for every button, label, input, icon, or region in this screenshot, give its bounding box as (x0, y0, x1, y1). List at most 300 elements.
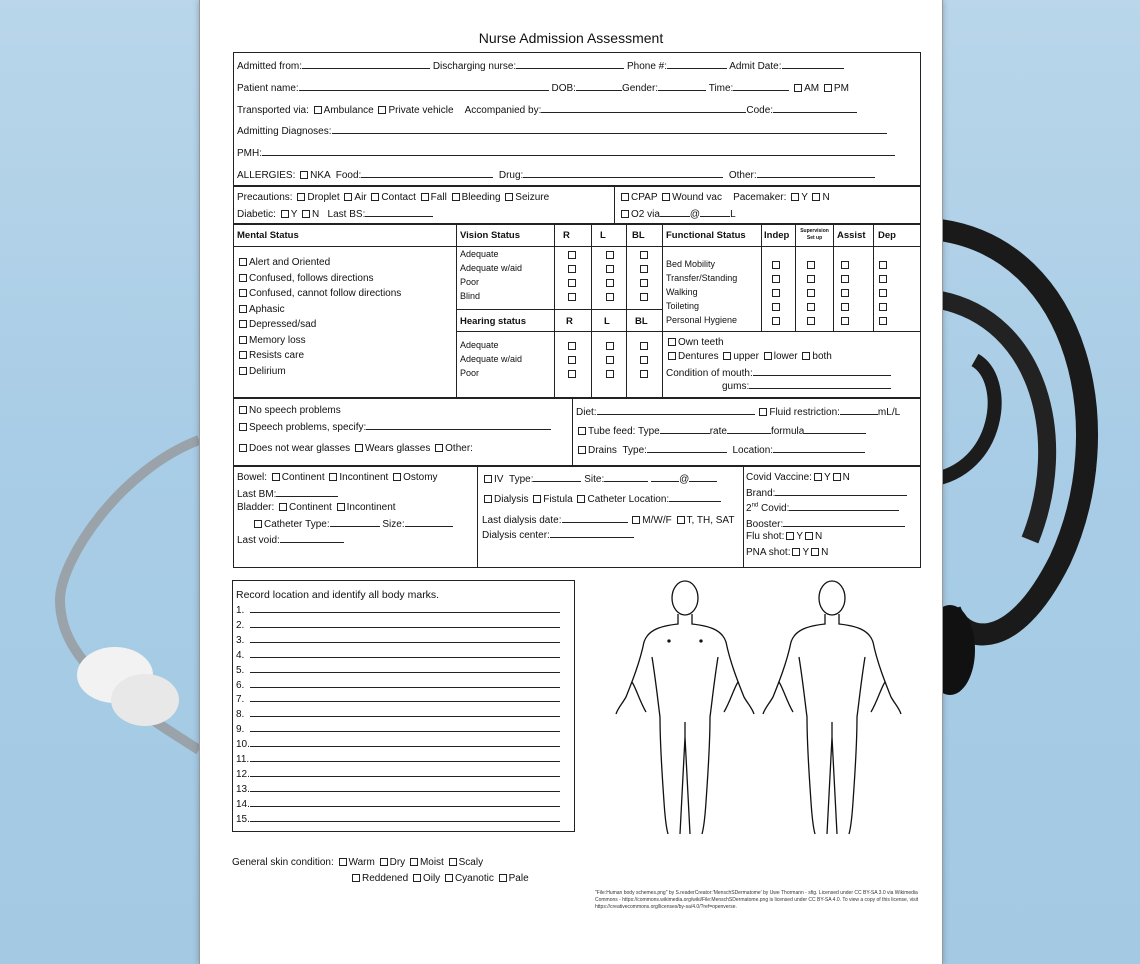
oily-checkbox[interactable] (413, 874, 421, 882)
ambulance-checkbox[interactable] (314, 106, 322, 114)
vision-col-bl: BL (632, 230, 645, 241)
last-bm-field[interactable] (276, 487, 338, 497)
body-mark-field[interactable] (250, 767, 560, 777)
iv-type-label: Type: (509, 474, 534, 485)
body-mark-field[interactable] (250, 707, 560, 717)
transport-row (237, 103, 857, 116)
functional-checkbox[interactable] (772, 303, 780, 311)
bowel-continent-checkbox[interactable] (272, 473, 280, 481)
dialysis-label: Dialysis (494, 494, 529, 505)
hearing-checkbox[interactable] (640, 356, 648, 364)
status-section (233, 224, 921, 398)
catheter-size-field[interactable] (405, 517, 453, 527)
cpap-row (619, 192, 830, 203)
body-mark-number: 5. (236, 664, 245, 676)
patient-name-field[interactable] (299, 81, 549, 91)
vision-checkbox[interactable] (640, 293, 648, 301)
o2-rate-field[interactable] (700, 207, 730, 217)
body-mark-number: 14. (236, 798, 250, 810)
hearing-checkbox[interactable] (606, 356, 614, 364)
bladder-row (237, 502, 396, 513)
reddened-checkbox[interactable] (352, 874, 360, 882)
functional-checkbox[interactable] (879, 275, 887, 283)
fistula-label: Fistula (543, 494, 573, 505)
fall-checkbox[interactable] (421, 193, 429, 201)
last-bs-label: Last BS: (327, 209, 366, 220)
precautions-label: Precautions: (237, 192, 293, 203)
bladder-incontinent-checkbox[interactable] (337, 503, 345, 511)
mental-status-checkbox[interactable] (239, 351, 247, 359)
upper-checkbox[interactable] (723, 352, 731, 360)
body-mark-field[interactable] (250, 678, 560, 688)
functional-col-assist: Assist (837, 230, 866, 241)
nka-checkbox[interactable] (300, 171, 308, 179)
body-mark-number: 8. (236, 709, 245, 721)
gender-label: Gender: (621, 83, 659, 94)
body-mark-row (236, 752, 560, 765)
mental-status-item (237, 319, 316, 330)
brand-row (746, 486, 907, 499)
contact-checkbox[interactable] (371, 193, 379, 201)
last-bm-row (237, 487, 338, 500)
cyanotic-checkbox[interactable] (445, 874, 453, 882)
mental-status-item (237, 335, 306, 346)
air-checkbox[interactable] (344, 193, 352, 201)
functional-item-label: Personal Hygiene (666, 315, 738, 325)
vision-checkbox[interactable] (606, 279, 614, 287)
catheter-type-field[interactable] (330, 517, 380, 527)
pacemaker-yes-label: Y (801, 192, 808, 203)
cpap-label: CPAP (631, 192, 658, 203)
hearing-checkbox[interactable] (568, 356, 576, 364)
mental-status-checkbox[interactable] (239, 305, 247, 313)
mental-status-checkbox[interactable] (239, 320, 247, 328)
catheter-label: Catheter (264, 519, 303, 530)
body-mark-number: 1. (236, 605, 245, 616)
pacemaker-no-label: N (822, 192, 830, 203)
booster-field[interactable] (783, 517, 905, 527)
mental-status-checkbox[interactable] (239, 258, 247, 266)
hearing-checkbox[interactable] (568, 370, 576, 378)
admit-date-field[interactable] (782, 59, 844, 69)
body-mark-row (236, 812, 560, 825)
dialysis-center-label: Dialysis center: (482, 530, 550, 541)
vision-checkbox[interactable] (568, 251, 576, 259)
brand-field[interactable] (775, 486, 907, 496)
covid-yes-label: Y (823, 472, 831, 483)
mental-status-checkbox[interactable] (239, 367, 247, 375)
functional-checkbox[interactable] (879, 303, 887, 311)
allergies-label: ALLERGIES: (237, 170, 296, 181)
bowel-incontinent-checkbox[interactable] (329, 473, 337, 481)
warm-checkbox[interactable] (339, 858, 347, 866)
functional-checkbox[interactable] (807, 289, 815, 297)
body-mark-field[interactable] (250, 633, 560, 643)
o2-at-label: @ (689, 209, 701, 220)
vision-checkbox[interactable] (606, 265, 614, 273)
body-mark-field[interactable] (250, 722, 560, 732)
admitted-from-field[interactable] (302, 59, 430, 69)
speech-problems-row (237, 420, 551, 433)
discharging-nurse-label: Discharging nurse: (432, 61, 517, 72)
functional-checkbox[interactable] (772, 317, 780, 325)
dialysis-row (482, 492, 721, 505)
pm-checkbox[interactable] (824, 84, 832, 92)
accompanied-by-field[interactable] (541, 103, 746, 113)
vision-item-label: Blind (460, 291, 481, 301)
dialysis-location-field[interactable] (669, 492, 721, 502)
wears-glasses-label: Wears glasses (364, 443, 431, 454)
upper-label: upper (733, 351, 759, 362)
covid-row (746, 472, 850, 483)
private-vehicle-checkbox[interactable] (378, 106, 386, 114)
last-dialysis-label: Last dialysis date: (482, 515, 562, 526)
mental-status-item (237, 257, 330, 268)
functional-checkbox[interactable] (841, 275, 849, 283)
rate-field[interactable] (727, 424, 771, 434)
lower-label: lower (773, 351, 798, 362)
vision-checkbox[interactable] (606, 251, 614, 259)
hearing-checkbox[interactable] (640, 370, 648, 378)
functional-checkbox[interactable] (841, 261, 849, 269)
second-covid-suffix: nd (751, 502, 759, 509)
functional-col-supervision: Supervision Set up (800, 228, 829, 241)
vision-checkbox[interactable] (640, 279, 648, 287)
diabetic-label: Diabetic: (237, 209, 276, 220)
tube-feed-label: Tube feed: Type (588, 426, 660, 437)
functional-col-indep: Indep (764, 230, 790, 241)
last-void-field[interactable] (280, 533, 344, 543)
covid-yes-checkbox[interactable] (814, 473, 822, 481)
glasses-other-checkbox[interactable] (435, 444, 443, 452)
last-void-row (237, 533, 344, 546)
ambulance-label: Ambulance (323, 105, 374, 116)
mental-status-label: Alert and Oriented (249, 257, 331, 268)
body-mark-number: 4. (236, 649, 245, 661)
body-mark-field[interactable] (250, 663, 560, 673)
body-front-figure (616, 581, 754, 834)
tube-feed-type-field[interactable] (660, 424, 710, 434)
drains-type-field[interactable] (647, 443, 727, 453)
own-teeth-checkbox[interactable] (668, 338, 676, 346)
allergy-other-field[interactable] (757, 168, 875, 178)
code-field[interactable] (773, 103, 857, 113)
body-mark-field[interactable] (250, 648, 560, 658)
diabetic-no-checkbox[interactable] (302, 210, 310, 218)
vision-checkbox[interactable] (568, 265, 576, 273)
body-mark-field[interactable] (250, 782, 560, 792)
pmh-field[interactable] (262, 146, 895, 156)
wound-vac-label: Wound vac (672, 192, 722, 203)
fluid-restriction-checkbox[interactable] (759, 408, 767, 416)
discharging-nurse-field[interactable] (516, 59, 624, 69)
bleeding-checkbox[interactable] (452, 193, 460, 201)
food-field[interactable] (361, 168, 493, 178)
iv-rate-field[interactable] (651, 472, 679, 482)
dialysis-location-label: Location: (628, 494, 670, 505)
bladder-label: Bladder: (237, 502, 275, 513)
functional-col-dep: Dep (878, 230, 896, 241)
functional-checkbox[interactable] (841, 303, 849, 311)
flu-no-checkbox[interactable] (805, 532, 813, 540)
body-mark-number: 11. (236, 754, 250, 765)
fluid-unit-label: mL/L (877, 407, 901, 418)
hearing-item-label: Adequate w/aid (460, 354, 523, 364)
body-back-figure (763, 581, 901, 834)
flu-row (746, 531, 822, 542)
hearing-checkbox[interactable] (640, 342, 648, 350)
flu-no-label: N (815, 531, 823, 542)
dentures-checkbox[interactable] (668, 352, 676, 360)
vision-col-l: L (600, 230, 606, 241)
functional-checkbox[interactable] (807, 303, 815, 311)
vision-checkbox[interactable] (640, 265, 648, 273)
functional-checkbox[interactable] (807, 261, 815, 269)
lower-checkbox[interactable] (764, 352, 772, 360)
no-glasses-checkbox[interactable] (239, 444, 247, 452)
vision-col-r: R (563, 230, 570, 241)
mwf-checkbox[interactable] (632, 516, 640, 524)
body-mark-number: 13. (236, 783, 250, 795)
body-mark-row (236, 692, 560, 705)
body-mark-field[interactable] (250, 737, 560, 747)
functional-checkbox[interactable] (841, 317, 849, 325)
tths-label: T, TH, SAT (686, 515, 735, 526)
second-covid-row (746, 501, 899, 514)
o2-checkbox[interactable] (621, 210, 629, 218)
bowel-continent-label: Continent (281, 472, 325, 483)
admit-date-label: Admit Date: (729, 61, 782, 72)
functional-item-label: Walking (666, 287, 698, 297)
oily-label: Oily (422, 873, 441, 884)
pale-label: Pale (508, 873, 529, 884)
o2-via-field[interactable] (660, 207, 690, 217)
assessment-form (199, 0, 943, 964)
pna-no-checkbox[interactable] (811, 548, 819, 556)
body-mark-row (236, 767, 560, 780)
no-speech-row (237, 405, 341, 416)
ostomy-checkbox[interactable] (393, 473, 401, 481)
am-checkbox[interactable] (794, 84, 802, 92)
vision-item-label: Adequate w/aid (460, 263, 523, 273)
body-mark-field[interactable] (250, 603, 560, 613)
accompanied-by-label: Accompanied by: (464, 105, 542, 116)
wears-glasses-checkbox[interactable] (355, 444, 363, 452)
patient-row (237, 81, 849, 94)
dry-checkbox[interactable] (380, 858, 388, 866)
mental-status-checkbox[interactable] (239, 336, 247, 344)
hearing-item-label: Adequate (460, 340, 499, 350)
dob-field[interactable] (576, 81, 622, 91)
hearing-checkbox[interactable] (568, 342, 576, 350)
admitting-diagnoses-field[interactable] (332, 124, 887, 134)
diet-label: Diet: (576, 407, 597, 418)
vision-checkbox[interactable] (640, 251, 648, 259)
gums-row (722, 379, 891, 392)
o2-l-label: L (730, 209, 736, 220)
bladder-incontinent-label: Incontinent (346, 502, 396, 513)
pna-yes-checkbox[interactable] (792, 548, 800, 556)
last-dialysis-row (482, 513, 734, 526)
iv-type-field[interactable] (533, 472, 581, 482)
hearing-col-bl: BL (635, 316, 648, 327)
am-label: AM (804, 83, 820, 94)
body-mark-field[interactable] (250, 618, 560, 628)
flu-yes-checkbox[interactable] (786, 532, 794, 540)
body-mark-field[interactable] (250, 812, 560, 822)
functional-checkbox[interactable] (879, 317, 887, 325)
droplet-checkbox[interactable] (297, 193, 305, 201)
bowel-label: Bowel: (237, 472, 268, 483)
drains-checkbox[interactable] (578, 446, 586, 454)
form-title: Nurse Admission Assessment (478, 30, 664, 46)
vision-checkbox[interactable] (568, 293, 576, 301)
mental-status-label: Confused, cannot follow directions (249, 288, 402, 299)
functional-checkbox[interactable] (772, 275, 780, 283)
moist-checkbox[interactable] (410, 858, 418, 866)
mental-status-checkbox[interactable] (239, 289, 247, 297)
pna-no-label: N (821, 547, 829, 558)
skin-row-1 (232, 857, 483, 868)
mental-status-label: Depressed/sad (249, 319, 317, 330)
wound-vac-checkbox[interactable] (662, 193, 670, 201)
pale-checkbox[interactable] (499, 874, 507, 882)
body-mark-field[interactable] (250, 797, 560, 807)
drains-location-field[interactable] (773, 443, 865, 453)
tube-feed-checkbox[interactable] (578, 427, 586, 435)
mental-status-item (237, 366, 286, 377)
iv-site-field[interactable] (604, 472, 648, 482)
both-label: both (812, 351, 832, 362)
pacemaker-no-checkbox[interactable] (812, 193, 820, 201)
functional-checkbox[interactable] (879, 261, 887, 269)
mental-status-checkbox[interactable] (239, 274, 247, 282)
no-speech-checkbox[interactable] (239, 406, 247, 414)
gums-field[interactable] (749, 379, 891, 389)
diabetic-yes-label: Y (290, 209, 298, 220)
hearing-checkbox[interactable] (606, 370, 614, 378)
functional-checkbox[interactable] (772, 261, 780, 269)
body-mark-row (236, 797, 560, 810)
condition-mouth-field[interactable] (753, 366, 891, 376)
body-marks-section (232, 580, 575, 832)
vision-checkbox[interactable] (568, 279, 576, 287)
admitting-diagnoses-label: Admitting Diagnoses: (237, 126, 332, 137)
vision-item-label: Adequate (460, 249, 499, 259)
functional-item-label: Bed Mobility (666, 259, 716, 269)
hearing-checkbox[interactable] (606, 342, 614, 350)
private-vehicle-label: Private vehicle (388, 105, 454, 116)
brand-label: Brand: (746, 488, 776, 499)
drains-location-label: Location: (732, 445, 774, 456)
rate-label: rate (709, 426, 727, 437)
pacemaker-yes-checkbox[interactable] (791, 193, 799, 201)
iv-checkbox[interactable] (484, 475, 492, 483)
last-dialysis-field[interactable] (562, 513, 628, 523)
fluid-restriction-field[interactable] (840, 405, 878, 415)
catheter-checkbox[interactable] (254, 520, 262, 528)
covid-no-checkbox[interactable] (833, 473, 841, 481)
functional-checkbox[interactable] (772, 289, 780, 297)
patient-name-label: Patient name: (237, 83, 299, 94)
phone-field[interactable] (667, 59, 727, 69)
scaly-checkbox[interactable] (449, 858, 457, 866)
body-mark-field[interactable] (250, 752, 560, 762)
seizure-checkbox[interactable] (505, 193, 513, 201)
hearing-item-label: Poor (460, 368, 480, 378)
last-bs-field[interactable] (365, 207, 433, 217)
functional-heading: Functional Status (666, 230, 746, 241)
seizure-label: Seizure (515, 192, 550, 203)
second-covid-field[interactable] (789, 501, 899, 511)
condition-mouth-label: Condition of mouth: (666, 368, 753, 379)
functional-checkbox[interactable] (879, 289, 887, 297)
functional-checkbox[interactable] (841, 289, 849, 297)
tube-feed-row (576, 424, 866, 437)
formula-label: formula (770, 426, 805, 437)
diabetic-yes-checkbox[interactable] (281, 210, 289, 218)
gums-label: gums: (722, 381, 750, 392)
tths-checkbox[interactable] (677, 516, 685, 524)
vision-checkbox[interactable] (606, 293, 614, 301)
fluid-restriction-label: Fluid restriction: (769, 407, 840, 418)
diet-row (576, 405, 900, 418)
speech-problems-field[interactable] (366, 420, 551, 430)
both-checkbox[interactable] (802, 352, 810, 360)
formula-field[interactable] (804, 424, 866, 434)
image-credit: "File:Human body schemes.png" by S.readerCreator:'MenschSDermatome' by Uwe Thormann - sfig. Licensed under CC BY-SA 3.0 via Wikimedia Commons - https://commons.wikimedia.org/wiki/File:MenschSDermatome.png is licensed under CC BY-SA 4.0. To view a copy of this license, visit https://creativecommons.org/licenses/by-sa/4.0/?ref=openverse. (595, 890, 919, 910)
nka-label: NKA (310, 170, 331, 181)
body-mark-row (236, 663, 560, 676)
dialysis-checkbox[interactable] (484, 495, 492, 503)
body-mark-field[interactable] (250, 692, 560, 702)
bowel-row (237, 472, 438, 483)
glasses-other-label: Other: (445, 443, 473, 454)
functional-checkbox[interactable] (807, 275, 815, 283)
time-field[interactable] (733, 81, 789, 91)
dialysis-catheter-checkbox[interactable] (577, 495, 585, 503)
mental-status-label: Resists care (249, 350, 305, 361)
functional-item-label: Transfer/Standing (666, 273, 738, 283)
bleeding-label: Bleeding (461, 192, 501, 203)
dialysis-center-field[interactable] (550, 528, 634, 538)
iv-at-field[interactable] (689, 472, 717, 482)
scaly-label: Scaly (458, 857, 484, 868)
pmh-row (237, 146, 895, 159)
drug-label: Drug: (498, 170, 524, 181)
flu-label: Flu shot: (746, 531, 785, 542)
pna-row (746, 547, 828, 558)
skin-condition-label: General skin condition: (232, 857, 334, 868)
fistula-checkbox[interactable] (533, 495, 541, 503)
gender-field[interactable] (658, 81, 706, 91)
vision-heading: Vision Status (460, 230, 521, 241)
functional-checkbox[interactable] (807, 317, 815, 325)
covid-no-label: N (842, 472, 850, 483)
drug-field[interactable] (523, 168, 723, 178)
functional-item-label: Toileting (666, 301, 700, 311)
fall-label: Fall (430, 192, 447, 203)
mental-status-item (237, 304, 285, 315)
body-mark-number: 15. (236, 813, 250, 825)
cpap-checkbox[interactable] (621, 193, 629, 201)
speech-problems-checkbox[interactable] (239, 423, 247, 431)
bladder-continent-checkbox[interactable] (279, 503, 287, 511)
diet-field[interactable] (597, 405, 755, 415)
allergies-row (237, 168, 875, 181)
body-mark-number: 7. (236, 694, 245, 706)
mental-status-label: Memory loss (249, 334, 306, 346)
